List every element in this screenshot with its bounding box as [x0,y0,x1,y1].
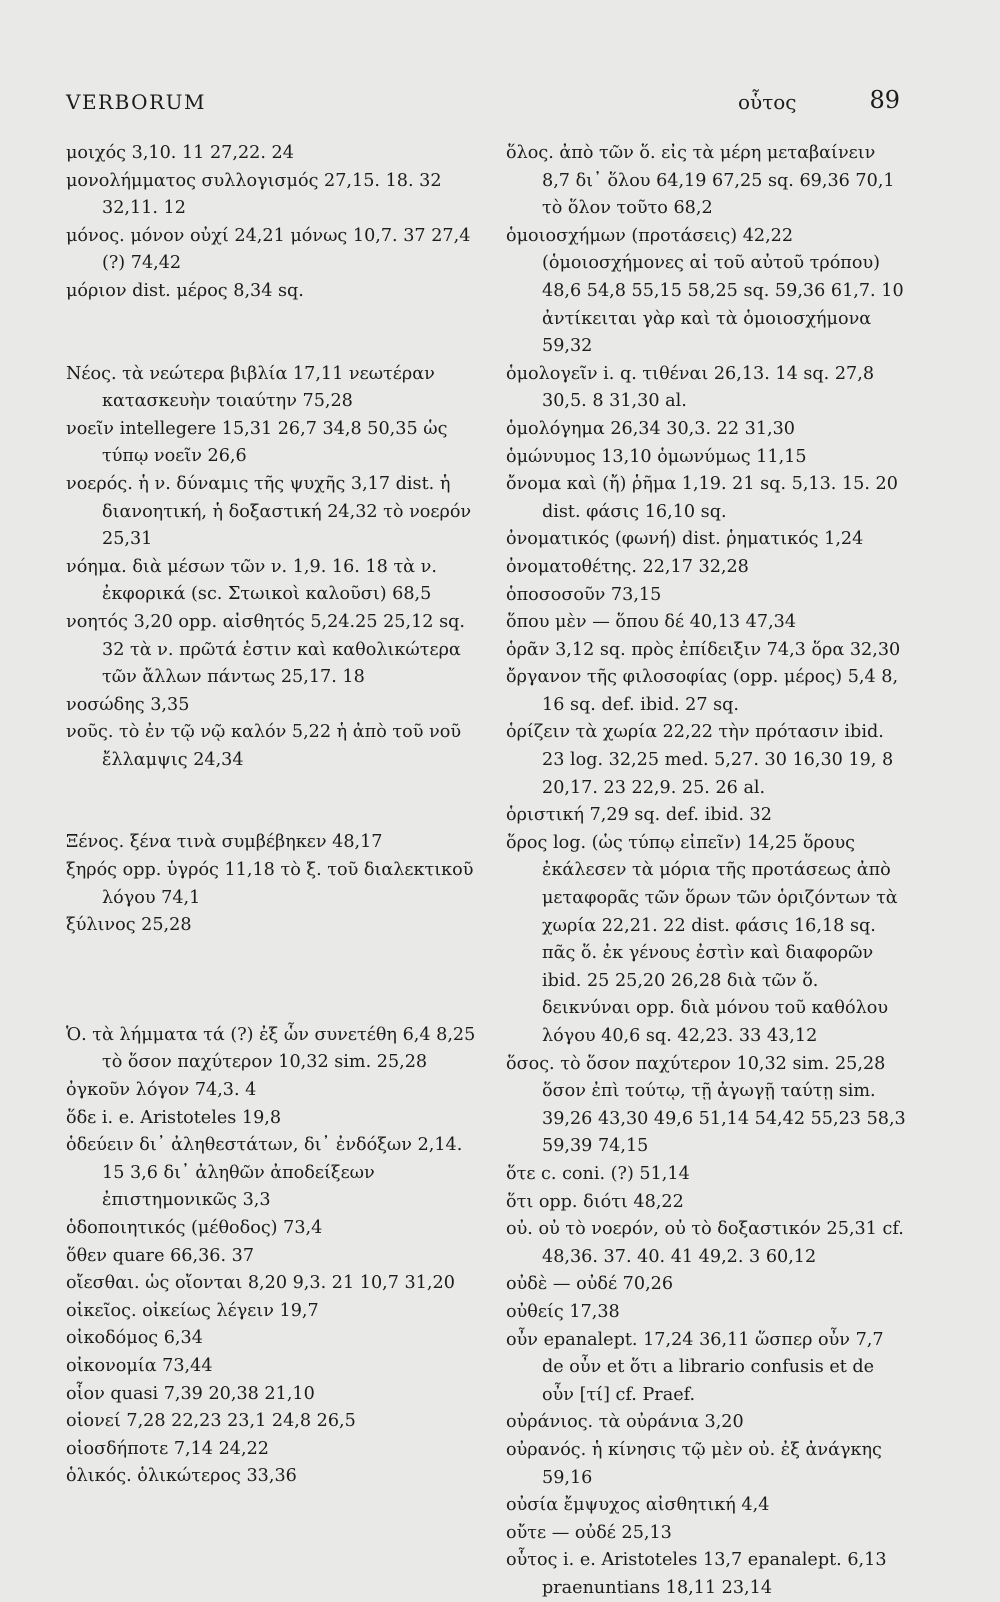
index-entry: οἰκοδόμος 6,34 [66,1328,203,1349]
index-entry: οὐράνιος. τὰ οὐράνια 3,20 [506,1412,744,1433]
index-entry: οὐρανός. ἡ κίνησις τῷ μὲν οὐ. ἐξ ἀνάγκης 59,16 [506,1439,882,1488]
index-entry: οὐ. οὐ τὸ νοερόν, οὐ τὸ δοξαστικόν 25,31 cf. 48,36. 37. 40. 41 49,2. 3 60,12 [506,1219,904,1267]
index-entry: Ὁ. τὰ λήμματα τά (?) ἐξ ὧν συνετέθη 6,4 8,25 τὸ ὅσον παχύτερον 10,32 sim. 25,28 [66,1024,476,1073]
index-entry: μόνος. μόνον οὐχί 24,21 μόνως 10,7. 37 27,4 (?) 74,42 [66,225,471,274]
index-entry: ὁρίζειν τὰ χωρία 22,22 τὴν πρότασιν ibid. 23 log. 32,25 med. 5,27. 30 16,30 19, 8 20,17. 23 22,9. 25. 26 al. [506,722,894,798]
header-catchword: οὗτος [738,90,797,114]
index-entry: ὅσος. τὸ ὅσον παχύτερον 10,32 sim. 25,28 ὅσον ἐπὶ τούτῳ, τῇ ἀγωγῇ ταύτῃ sim. 39,26 43,30 49,6 51,14 54,42 55,23 58,3 59,39 74,15 [506,1053,906,1157]
index-entry: ὅτι opp. διότι 48,22 [506,1191,684,1212]
index-entry: οὐθείς 17,38 [506,1301,620,1322]
index-entry: ὀγκοῦν λόγον 74,3. 4 [66,1080,257,1101]
index-entry: ὁμοιοσχήμων (προτάσεις) 42,22 (ὁμοιοσχήμονες αἱ τοῦ αὐτοῦ τρόπου) 48,6 54,8 55,15 58,25 sq. 59,36 61,7. 10 ἀντίκειται γὰρ καὶ τὰ ὁμοιοσχήμονα 59,32 [506,225,904,357]
index-entry: ὅπου μὲν — ὅπου δέ 40,13 47,34 [506,612,797,633]
index-entry: οἰκονομία 73,44 [66,1355,213,1376]
index-column-left [66,140,486,1491]
index-entry: οἰκεῖος. οἰκείως λέγειν 19,7 [66,1300,319,1321]
index-entry: ὀνοματοθέτης. 22,17 32,28 [506,556,749,577]
index-entry: νοερός. ἡ ν. δύναμις τῆς ψυχῆς 3,17 dist. ἡ διανοητική, ἡ δοξαστική 24,32 τὸ νοερόν 25,31 [66,473,472,550]
index-entry: ὁδεύειν δι᾽ ἀληθεστάτων, δι᾽ ἐνδόξων 2,14. 15 3,6 δι᾽ ἀληθῶν ἀποδείξεων ἐπιστημονικῶς 3,3 [66,1135,463,1211]
index-entry: μόριον dist. μέρος 8,34 sq. [66,280,304,301]
index-entry: ὁριστική 7,29 sq. def. ibid. 32 [506,805,772,826]
index-entry: ὄργανον τῆς φιλοσοφίας (opp. μέρος) 5,4 8, 16 sq. def. ibid. 27 sq. [506,667,899,715]
index-entry: νοῦς. τὸ ἐν τῷ νῷ καλόν 5,22 ἡ ἀπὸ τοῦ νοῦ ἔλλαμψις 24,34 [66,722,462,770]
index-entry: οὗτος i. e. Aristoteles 13,7 epanalept. 6,13 praenuntians 18,11 23,14 [506,1550,887,1598]
index-entry: μονολήμματος συλλογισμός 27,15. 18. 32 32,11. 12 [66,170,442,219]
index-entry: ὅρος log. (ὡς τύπῳ εἰπεῖν) 14,25 ὅρους ἐκάλεσεν τὰ μόρια τῆς προτάσεως ἀπὸ μεταφορᾶς τῶν ὅρων τῶν ὁριζόντων τὰ χωρία 22,21. 22 dist. φάσις 16,18 sq. πᾶς ὅ. ἐκ γένους ἐστὶν καὶ διαφορῶν ibid. 25 25,20 26,28 διὰ τῶν ὅ. δεικνύναι opp. διὰ μόνου τοῦ καθόλου λόγου 40,6 sq. 42,23. 33 43,12 [506,832,898,1046]
index-entry: ὁμώνυμος 13,10 ὁμωνύμως 11,15 [506,446,807,467]
running-header [66,86,900,122]
index-entry: οὔτε — οὐδέ 25,13 [506,1522,672,1543]
page-number: 89 [869,86,900,114]
index-entry: νοσώδης 3,35 [66,694,190,715]
index-entry: ὅτε c. coni. (?) 51,14 [506,1163,690,1184]
index-entry: ὁμολογεῖν i. q. τιθέναι 26,13. 14 sq. 27,8 30,5. 8 31,30 al. [506,363,875,412]
index-entry: Νέος. τὰ νεώτερα βιβλία 17,11 νεωτέραν κατασκευὴν τοιαύτην 75,28 [66,363,435,412]
index-entry: οἱοσδήποτε 7,14 24,22 [66,1438,269,1459]
index-entry: νοεῖν intellegere 15,31 26,7 34,8 50,35 ὡς τύπῳ νοεῖν 26,6 [66,418,448,467]
index-entry: οὐδὲ — οὐδέ 70,26 [506,1274,674,1295]
index-entry: ὅδε i. e. Aristoteles 19,8 [66,1107,282,1128]
index-entry: ὅλος. ἀπὸ τῶν ὅ. εἰς τὰ μέρη μεταβαίνειν 8,7 δι᾽ ὅλου 64,19 67,25 sq. 69,36 70,1 τὸ ὅλον τοῦτο 68,2 [506,143,895,219]
index-entry: μοιχός 3,10. 11 27,22. 24 [66,143,294,163]
index-entry: ξύλινος 25,28 [66,915,192,936]
index-entry: οὐσία ἔμψυχος αἰσθητική 4,4 [506,1495,770,1516]
index-column-right [506,140,906,1602]
index-entry: ὁλικός. ὁλικώτερος 33,36 [66,1466,297,1487]
index-entry: ὁμολόγημα 26,34 30,3. 22 31,30 [506,418,795,439]
index-entry: ὁδοποιητικός (μέθοδος) 73,4 [66,1218,323,1238]
index-entry: οἷον quasi 7,39 20,38 21,10 [66,1383,315,1404]
header-title: VERBORUM [66,90,206,114]
index-entry: οἱονεί 7,28 22,23 23,1 24,8 26,5 [66,1411,356,1432]
index-entry: νόημα. διὰ μέσων τῶν ν. 1,9. 16. 18 τὰ ν. ἐκφορικά (sc. Στωικοὶ καλοῦσι) 68,5 [66,556,437,605]
index-entry: οὖν epanalept. 17,24 36,11 ὥσπερ οὖν 7,7 de οὖν et ὅτι a librario confusis et de οὖν [τί] cf. Praef. [506,1329,884,1405]
index-entry: ξηρός opp. ὑγρός 11,18 τὸ ξ. τοῦ διαλεκτικοῦ λόγου 74,1 [66,860,474,908]
index-entry: Ξένος. ξένα τινὰ συμβέβηκεν 48,17 [66,832,383,853]
index-entry: ὅθεν quare 66,36. 37 [66,1245,255,1266]
index-entry: οἴεσθαι. ὡς οἴονται 8,20 9,3. 21 10,7 31,20 [66,1273,455,1294]
index-entry: ὁρᾶν 3,12 sq. πρὸς ἐπίδειξιν 74,3 ὅρα 32,30 [506,639,901,660]
index-entry: ὁποσοσοῦν 73,15 [506,584,662,605]
index-entry: νοητός 3,20 opp. αἰσθητός 5,24.25 25,12 sq. 32 τὰ ν. πρῶτά ἐστιν καὶ καθολικώτερα τῶν ἄλλων πάντως 25,17. 18 [66,611,465,688]
index-entry: ὄνομα καὶ (ἤ) ῥῆμα 1,19. 21 sq. 5,13. 15. 20 dist. φάσις 16,10 sq. [506,474,898,522]
index-entry: ὀνοματικός (φωνή) dist. ῥηματικός 1,24 [506,529,864,550]
